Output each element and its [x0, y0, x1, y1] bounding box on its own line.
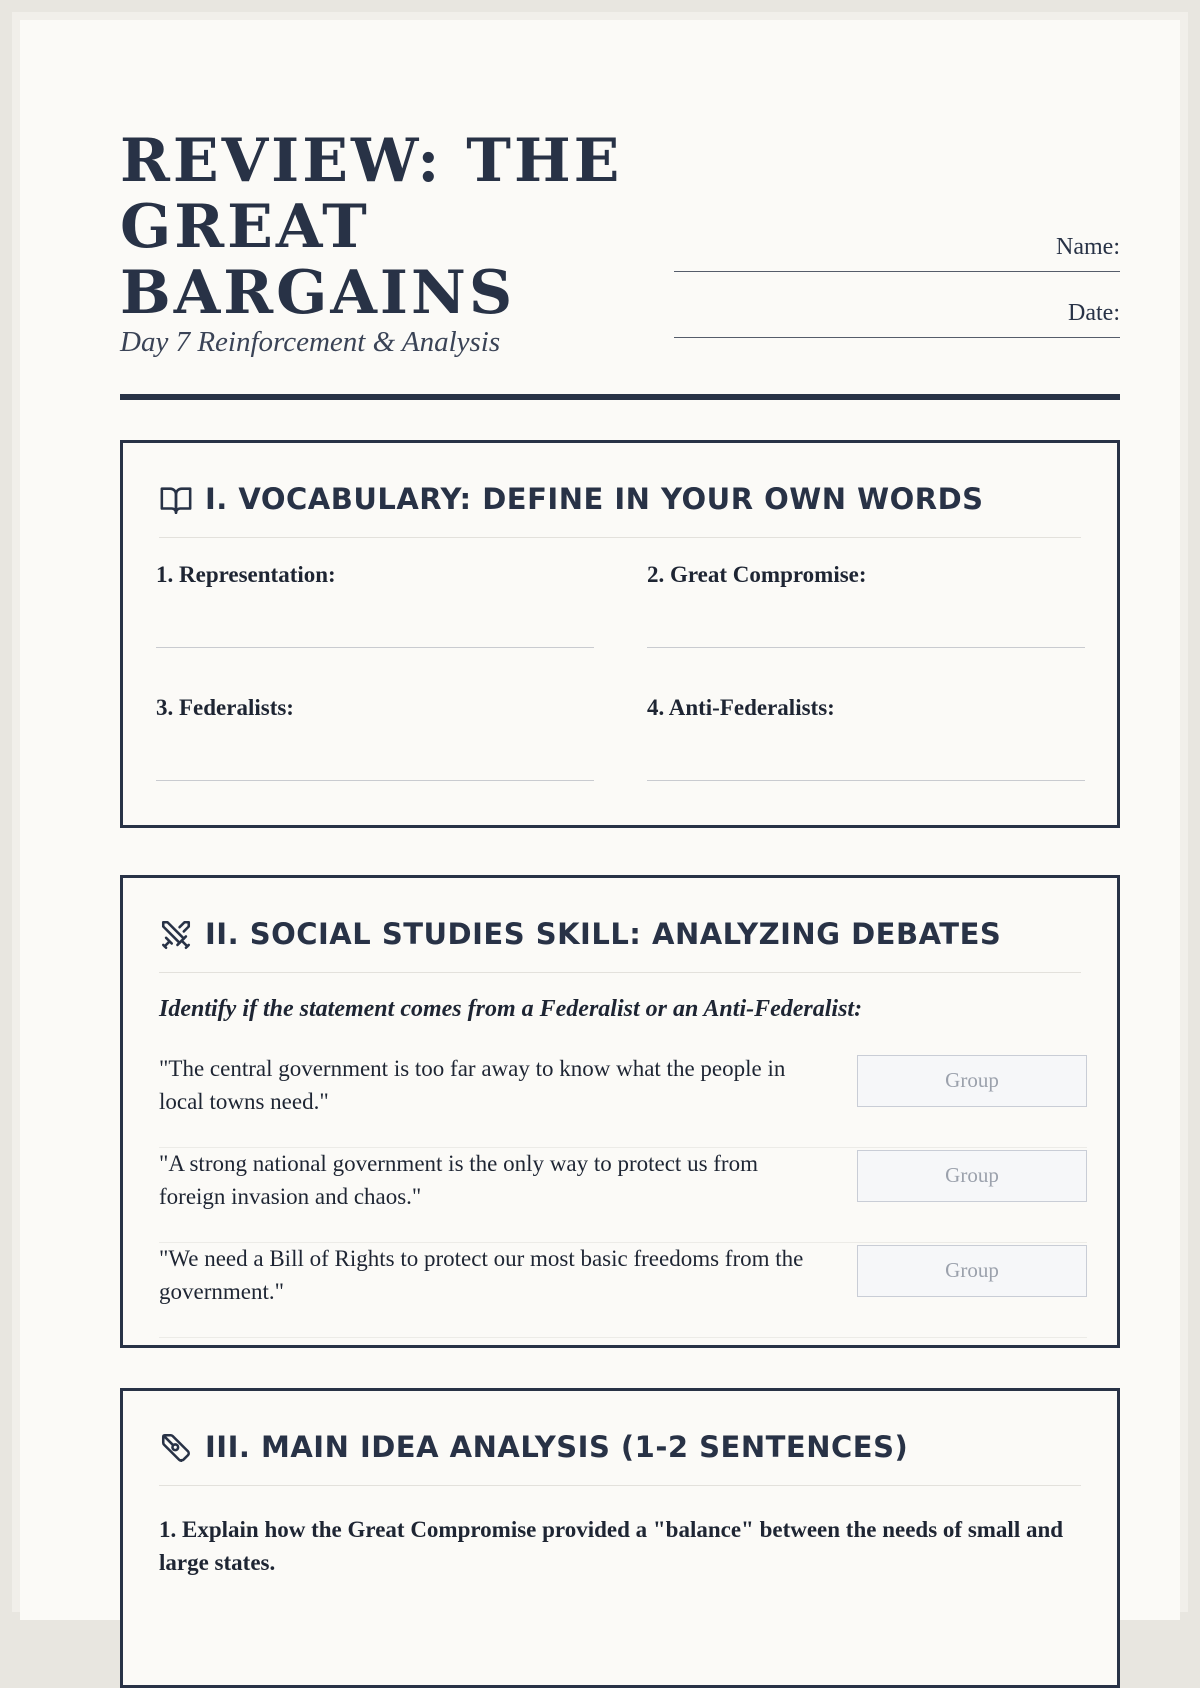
group-answer-box[interactable]: Group: [857, 1150, 1087, 1202]
answer-line[interactable]: [156, 780, 594, 781]
group-answer-box[interactable]: Group: [857, 1245, 1087, 1297]
group-answer-box[interactable]: Group: [857, 1055, 1087, 1107]
worksheet-content: [120, 126, 1120, 1575]
page-title: REVIEW: THE GREAT BARGAINS: [120, 126, 623, 328]
name-label: Name:: [1056, 234, 1120, 260]
answer-line[interactable]: [647, 647, 1085, 648]
name-field[interactable]: [660, 233, 1120, 299]
sheet-border: [12, 12, 1188, 1612]
date-label: Date:: [1068, 300, 1120, 326]
statement-text: "The central government is too far away to know what the people in local towns need.": [159, 1056, 786, 1114]
vocab-item: [156, 694, 594, 814]
section-title: II. SOCIAL STUDIES SKILL: ANALYZING DEBATES: [205, 917, 1002, 951]
answer-line[interactable]: [647, 780, 1085, 781]
answer-line[interactable]: [156, 647, 594, 648]
vocab-item: [647, 561, 1085, 681]
section-header: [159, 1429, 1081, 1486]
instructions: Identify if the statement comes from a Federalist or an Anti-Federalist:: [159, 996, 863, 1022]
pen-nib-icon: [159, 1431, 193, 1465]
vocab-label: 4. Anti-Federalists:: [647, 695, 835, 720]
main-idea-section: [120, 1388, 1120, 1688]
student-info: [660, 233, 1120, 365]
header-divider: [120, 394, 1120, 400]
debates-section: [120, 875, 1120, 1348]
vocab-label: 1. Representation:: [156, 562, 336, 587]
section-header: [159, 481, 1081, 538]
section-header: [159, 916, 1081, 973]
question-text: 1. Explain how the Great Compromise provided a "balance" between the needs of small and large states.: [159, 1517, 1064, 1575]
vocabulary-section: [120, 440, 1120, 828]
statement-row: [159, 1052, 1087, 1148]
name-line[interactable]: [674, 271, 1120, 272]
section-title: I. VOCABULARY: DEFINE IN YOUR OWN WORDS: [205, 482, 984, 516]
statement-text: "A strong national government is the only way to protect us from foreign invasion and chaos.": [159, 1151, 758, 1209]
crossed-swords-icon: [159, 918, 193, 952]
vocab-label: 2. Great Compromise:: [647, 562, 867, 587]
statement-text: "We need a Bill of Rights to protect our most basic freedoms from the government.": [159, 1246, 804, 1304]
worksheet-header: [120, 128, 1120, 403]
page-subtitle: Day 7 Reinforcement & Analysis: [120, 326, 501, 358]
date-field[interactable]: [660, 299, 1120, 365]
statement-row: [159, 1147, 1087, 1243]
section-title: III. MAIN IDEA ANALYSIS (1-2 SENTENCES): [205, 1430, 909, 1464]
worksheet-page: [20, 20, 1180, 1620]
book-icon: [159, 483, 193, 517]
vocab-item: [156, 561, 594, 681]
date-line[interactable]: [674, 337, 1120, 338]
statement-row: [159, 1242, 1087, 1338]
vocab-label: 3. Federalists:: [156, 695, 294, 720]
vocab-item: [647, 694, 1085, 814]
